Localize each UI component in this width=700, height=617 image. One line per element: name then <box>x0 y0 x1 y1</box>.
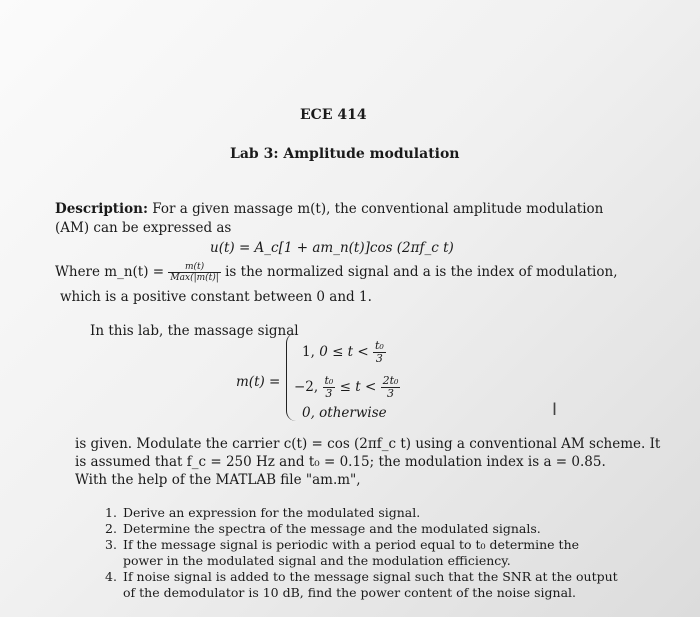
task-item: 4. If noise signal is added to the message signal such that the SNR at the output <box>105 569 618 584</box>
course-title: ECE 414 <box>300 107 367 123</box>
task-item: 1. Derive an expression for the modulated signal. <box>105 505 421 520</box>
given-line-1: is given. Modulate the carrier c(t) = cos (2πf_c t) using a conventional AM scheme. It <box>75 436 661 452</box>
case-2-den: 3 <box>387 387 394 400</box>
description-line-1 <box>55 201 603 217</box>
case-2-num: 2t₀ <box>382 374 399 387</box>
description-line-3 <box>55 262 617 283</box>
description-label: Description: <box>55 201 148 217</box>
task-item-continued: power in the modulated signal and the modulation efficiency. <box>123 553 511 568</box>
signal-intro: In this lab, the massage signal <box>90 323 299 339</box>
case-2-left-den: 3 <box>325 387 333 400</box>
task-item: 3. If the message signal is periodic with a period equal to t₀ determine the <box>105 537 580 552</box>
where-suffix: is the normalized signal and a is the index of modulation, <box>220 264 618 280</box>
task-item: 2. Determine the spectra of the message and the modulated signals. <box>105 521 541 536</box>
fraction-denominator: Max(|m(t)| <box>170 273 219 283</box>
case-2 <box>294 375 400 400</box>
case-2-right-fraction <box>381 375 401 400</box>
case-1-condition: 0 ≤ t < <box>319 344 369 360</box>
description-line-2: (AM) can be expressed as <box>55 220 232 236</box>
description-text: For a given massage m(t), the conventional amplitude modulation <box>147 201 604 217</box>
case-2-value: −2, <box>294 379 319 395</box>
normalization-fraction <box>168 262 220 283</box>
case-1-value: 1, <box>302 344 315 360</box>
description-line-4: which is a positive constant between 0 and 1. <box>60 289 372 305</box>
lab-title: Lab 3: Amplitude modulation <box>230 146 460 162</box>
case-1-num: t₀ <box>375 339 384 352</box>
text-cursor-icon: I <box>552 400 558 420</box>
fraction-numerator: m(t) <box>168 262 220 273</box>
case-2-left-fraction <box>323 375 336 400</box>
am-formula: u(t) = A_c[1 + am_n(t)]cos (2πf_c t) <box>210 240 454 256</box>
given-line-3: With the help of the MATLAB file "am.m", <box>75 472 361 488</box>
given-line-2: is assumed that f_c = 250 Hz and t₀ = 0.15; the modulation index is a = 0.85. <box>75 454 606 470</box>
where-prefix: Where m_n(t) = <box>55 264 165 280</box>
case-1-fraction <box>373 340 386 365</box>
case-1 <box>302 340 386 365</box>
signal-lhs: m(t) = <box>236 374 281 390</box>
task-item-continued: of the demodulator is 10 dB, find the power content of the noise signal. <box>123 585 576 600</box>
case-3: 0, otherwise <box>302 405 387 421</box>
case-2-left-num: t₀ <box>324 374 334 387</box>
case-1-den: 3 <box>375 352 383 365</box>
case-2-condition: ≤ t < <box>339 379 377 395</box>
